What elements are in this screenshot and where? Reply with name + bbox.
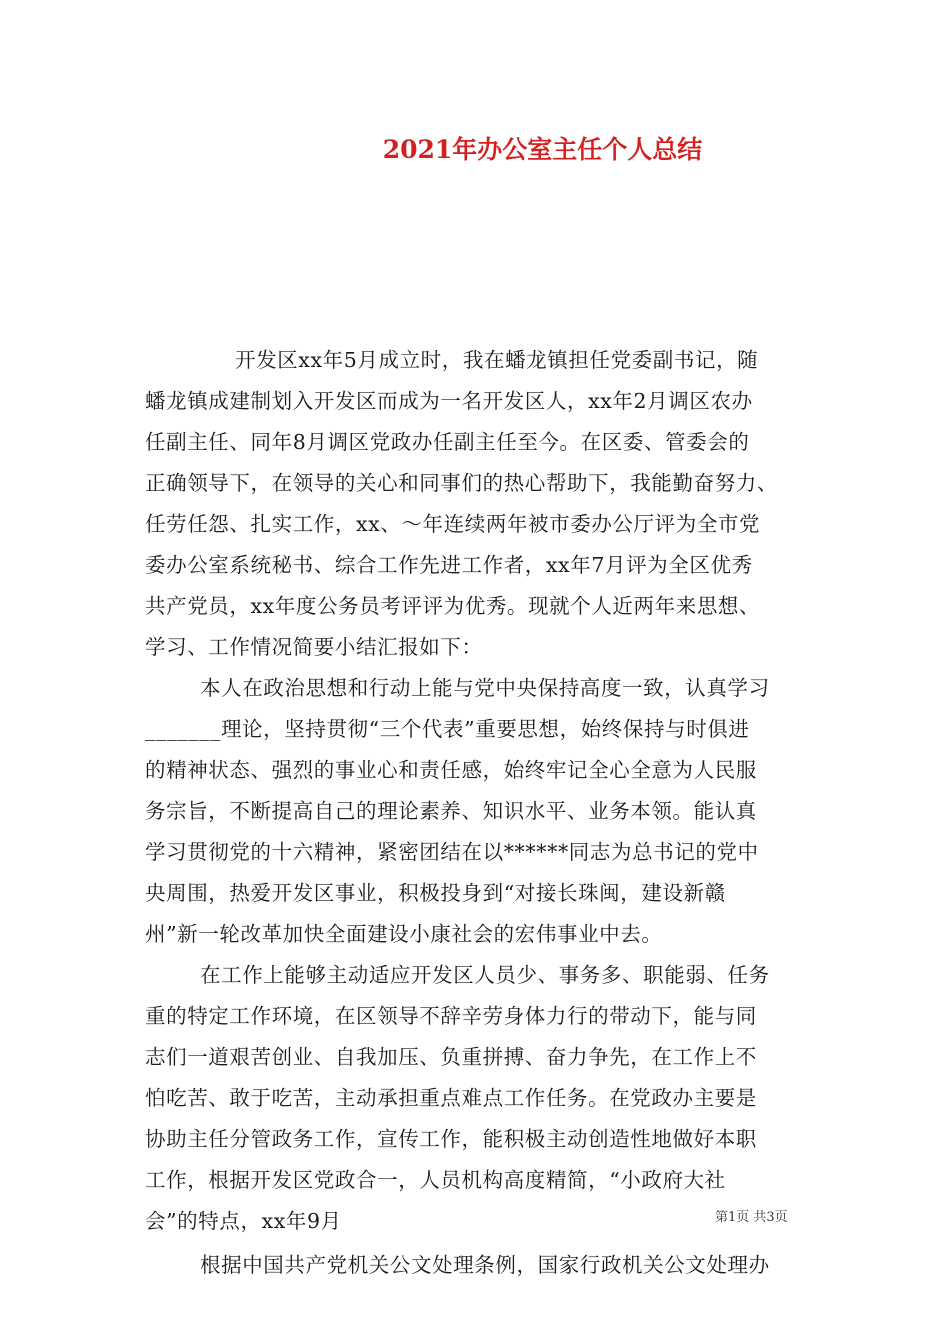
text-line: 央周围，热爱开发区事业，积极投身到“对接长珠闽，建设新赣 <box>145 881 726 905</box>
text-line: 州”新一轮改革加快全面建设小康社会的宏伟事业中去。 <box>145 922 663 946</box>
text-line: 学习贯彻党的十六精神，紧密团结在以******同志为总书记的党中 <box>145 840 759 864</box>
text-line: 委办公室系统秘书、综合工作先进工作者，xx年7月评为全区优秀 <box>145 553 753 577</box>
text-line: 任副主任、同年8月调区党政办任副主任至今。在区委、管委会的 <box>145 430 750 454</box>
text-line: 正确领导下，在领导的关心和同事们的热心帮助下，我能勤奋努力、 <box>145 471 778 495</box>
text-line: 学习、工作情况简要小结汇报如下： <box>145 635 483 659</box>
text-line: 共产党员，xx年度公务员考评评为优秀。现就个人近两年来思想、 <box>145 594 761 618</box>
text-line: 开发区xx年5月成立时，我在蟠龙镇担任党委副书记，随 <box>235 348 759 372</box>
text-line: 会”的特点，xx年9月 <box>145 1209 342 1233</box>
text-line: 的精神状态、强烈的事业心和责任感，始终牢记全心全意为人民服 <box>145 758 757 782</box>
text-line: 根据中国共产党机关公文处理条例，国家行政机关公文处理办 <box>200 1253 770 1277</box>
text-line: 任劳任怨、扎实工作，xx、～年连续两年被市委办公厅评为全市党 <box>145 512 761 536</box>
text-line: 怕吃苦、敢于吃苦，主动承担重点难点工作任务。在党政办主要是 <box>145 1086 757 1110</box>
text-line: _______理论，坚持贯彻“三个代表”重要思想，始终保持与时俱进 <box>145 717 750 741</box>
document-title: 2021年办公室主任个人总结 <box>382 135 703 164</box>
text-line: 在工作上能够主动适应开发区人员少、事务多、职能弱、任务 <box>200 963 770 987</box>
text-line: 重的特定工作环境，在区领导不辞辛劳身体力行的带动下，能与同 <box>145 1004 757 1028</box>
text-line: 工作，根据开发区党政合一，人员机构高度精简，“小政府大社 <box>145 1168 726 1192</box>
text-line: 务宗旨，不断提高自己的理论素养、知识水平、业务本领。能认真 <box>145 799 757 823</box>
text-line: 蟠龙镇成建制划入开发区而成为一名开发区人，xx年2月调区农办 <box>145 389 753 413</box>
text-line: 志们一道艰苦创业、自我加压、负重拼搏、奋力争先，在工作上不 <box>145 1045 757 1069</box>
text-line: 协助主任分管政务工作，宣传工作，能积极主动创造性地做好本职 <box>145 1127 757 1151</box>
page-number: 第1页 共3页 <box>715 1210 788 1225</box>
text-line: 本人在政治思想和行动上能与党中央保持高度一致，认真学习 <box>200 676 770 700</box>
